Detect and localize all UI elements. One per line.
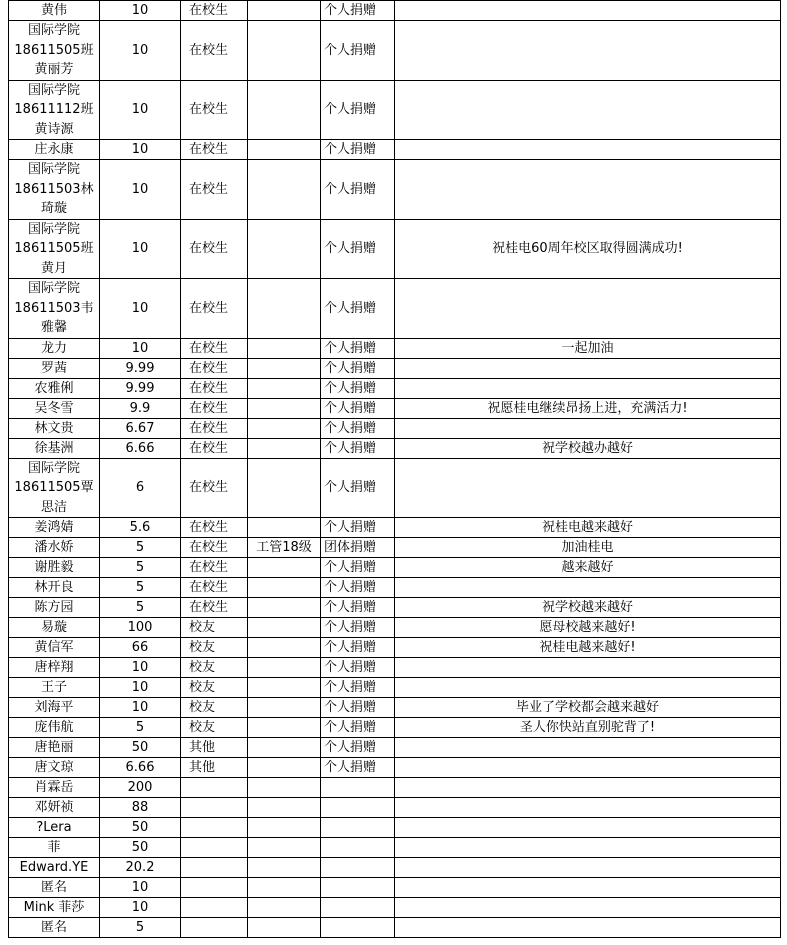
organization-cell: [248, 798, 321, 818]
donation-kind-cell: 团体捐赠: [321, 538, 395, 558]
donor-name-cell: [9, 80, 100, 140]
amount-cell: 88: [100, 798, 181, 818]
message-cell: [395, 418, 781, 438]
donor-name-line: 琦璇: [40, 201, 67, 216]
table-row: [9, 898, 781, 918]
donor-type-cell: 在校生: [181, 538, 248, 558]
donor-name-cell: [9, 538, 100, 558]
donation-kind-cell: 个人捐赠: [321, 758, 395, 778]
message-cell: [395, 878, 781, 898]
message-cell: 愿母校越来越好!: [395, 618, 781, 638]
organization-cell: [248, 438, 321, 458]
donor-name-cell: [9, 658, 100, 678]
donor-type-cell: 在校生: [181, 418, 248, 438]
donation-table: [8, 0, 781, 938]
donor-type-cell: 在校生: [181, 378, 248, 398]
donation-kind-cell: [321, 858, 395, 878]
donor-name-line: 唐文琼: [34, 760, 74, 775]
donor-name-line: 罗茜: [40, 360, 67, 376]
amount-cell: 5.6: [100, 518, 181, 538]
message-cell: [395, 140, 781, 160]
table-row: [9, 378, 781, 398]
amount-cell: 10: [100, 219, 181, 279]
donor-type-cell: 在校生: [181, 458, 248, 518]
donor-type-cell: 在校生: [181, 160, 248, 220]
organization-cell: [248, 638, 321, 658]
table-row: [9, 279, 781, 339]
donation-kind-cell: 个人捐赠: [321, 618, 395, 638]
table-row: [9, 21, 781, 81]
table-row: [9, 578, 781, 598]
donor-name-line: 国际学院: [27, 82, 80, 98]
message-cell: 越来越好: [395, 558, 781, 578]
amount-cell: 10: [100, 658, 181, 678]
amount-cell: 100: [100, 618, 181, 638]
message-cell: [395, 918, 781, 938]
table-row: [9, 438, 781, 458]
donor-name-cell: [9, 638, 100, 658]
donor-name-cell: [9, 758, 100, 778]
table-row: [9, 718, 781, 738]
donor-type-cell: 校友: [181, 658, 248, 678]
donation-kind-cell: 个人捐赠: [321, 598, 395, 618]
donor-name-line: 国际学院: [27, 162, 80, 177]
donation-kind-cell: 个人捐赠: [321, 658, 395, 678]
organization-cell: [248, 658, 321, 678]
donor-name-line: Mink 菲莎: [23, 900, 85, 915]
donor-type-cell: 在校生: [181, 558, 248, 578]
donor-name-line: 国际学院: [27, 23, 80, 38]
organization-cell: [248, 518, 321, 538]
table-row: [9, 518, 781, 538]
donor-name-cell: [9, 418, 100, 438]
table-row: [9, 918, 781, 938]
donor-name-line: 国际学院: [27, 460, 80, 476]
donor-name-line: 肖霖岳: [34, 780, 74, 795]
donor-name-cell: [9, 858, 100, 878]
message-cell: [395, 578, 781, 598]
amount-cell: 10: [100, 338, 181, 358]
donor-name-line: 易璇: [40, 620, 67, 635]
donor-name-cell: [9, 718, 100, 738]
donation-kind-cell: 个人捐赠: [321, 398, 395, 418]
donor-name-line: Edward.YE: [19, 860, 89, 875]
organization-cell: [248, 838, 321, 858]
donor-name-cell: [9, 140, 100, 160]
message-cell: [395, 658, 781, 678]
donation-kind-cell: 个人捐赠: [321, 160, 395, 220]
donor-name-line: 菲: [47, 840, 61, 855]
organization-cell: [248, 21, 321, 81]
organization-cell: [248, 398, 321, 418]
donor-name-cell: [9, 878, 100, 898]
table-row: [9, 878, 781, 898]
amount-cell: 9.9: [100, 398, 181, 418]
amount-cell: 20.2: [100, 858, 181, 878]
donor-type-cell: 其他: [181, 758, 248, 778]
donor-name-cell: [9, 778, 100, 798]
donor-name-line: 唐梓翔: [34, 660, 74, 675]
donor-name-cell: [9, 678, 100, 698]
organization-cell: [248, 718, 321, 738]
message-cell: [395, 160, 781, 220]
organization-cell: [248, 578, 321, 598]
table-row: [9, 358, 781, 378]
donation-kind-cell: [321, 838, 395, 858]
table-row: [9, 398, 781, 418]
donor-name-cell: [9, 21, 100, 81]
organization-cell: [248, 858, 321, 878]
message-cell: 祝桂电越来越好: [395, 518, 781, 538]
table-row: [9, 658, 781, 678]
donor-name-cell: [9, 618, 100, 638]
table-row: [9, 778, 781, 798]
donor-name-line: 林文贵: [34, 420, 74, 436]
amount-cell: 10: [100, 898, 181, 918]
message-cell: [395, 798, 781, 818]
donor-name-line: 唐艳丽: [34, 740, 74, 755]
donor-name-line: 18611505班: [14, 241, 94, 256]
message-cell: [395, 838, 781, 858]
donor-name-line: 18611503林: [14, 181, 94, 197]
organization-cell: [248, 160, 321, 220]
donor-name-cell: [9, 1, 100, 21]
table-row: [9, 160, 781, 220]
amount-cell: 6.66: [100, 438, 181, 458]
donation-kind-cell: 个人捐赠: [321, 219, 395, 279]
amount-cell: 10: [100, 678, 181, 698]
table-row: [9, 758, 781, 778]
donor-type-cell: 在校生: [181, 1, 248, 21]
donor-name-cell: [9, 438, 100, 458]
donor-type-cell: 在校生: [181, 578, 248, 598]
donor-name-line: 匿名: [40, 880, 67, 895]
donor-type-cell: 在校生: [181, 518, 248, 538]
donor-name-cell: [9, 219, 100, 279]
amount-cell: 6: [100, 458, 181, 518]
amount-cell: 6.66: [100, 758, 181, 778]
amount-cell: 10: [100, 140, 181, 160]
donation-kind-cell: [321, 918, 395, 938]
table-row: [9, 858, 781, 878]
message-cell: 祝学校越办越好: [395, 438, 781, 458]
amount-cell: 5: [100, 538, 181, 558]
amount-cell: 5: [100, 718, 181, 738]
donor-name-line: 18611505覃: [14, 480, 94, 495]
amount-cell: 50: [100, 838, 181, 858]
donor-name-line: 庞伟航: [34, 720, 74, 735]
donation-table-body: [9, 1, 781, 938]
donor-type-cell: [181, 878, 248, 898]
donor-name-line: 国际学院: [27, 281, 80, 296]
donor-name-line: 黄丽芳: [34, 62, 74, 77]
organization-cell: [248, 618, 321, 638]
message-cell: 祝愿桂电继续昂扬上进，充满活力!: [395, 398, 781, 418]
amount-cell: 10: [100, 80, 181, 140]
message-cell: 一起加油: [395, 338, 781, 358]
organization-cell: [248, 458, 321, 518]
amount-cell: 6.67: [100, 418, 181, 438]
donor-name-line: 匿名: [40, 920, 67, 935]
donor-name-line: 庄永康: [34, 142, 74, 157]
organization-cell: 工管18级: [248, 538, 321, 558]
message-cell: [395, 458, 781, 518]
donation-kind-cell: [321, 878, 395, 898]
donation-kind-cell: 个人捐赠: [321, 638, 395, 658]
table-row: [9, 558, 781, 578]
table-row: [9, 219, 781, 279]
donation-kind-cell: 个人捐赠: [321, 718, 395, 738]
donor-name-cell: [9, 898, 100, 918]
donor-name-cell: [9, 798, 100, 818]
donor-type-cell: [181, 858, 248, 878]
amount-cell: 10: [100, 279, 181, 339]
message-cell: [395, 738, 781, 758]
amount-cell: 66: [100, 638, 181, 658]
donor-type-cell: [181, 898, 248, 918]
donation-kind-cell: 个人捐赠: [321, 438, 395, 458]
donor-name-cell: [9, 578, 100, 598]
donation-kind-cell: 个人捐赠: [321, 338, 395, 358]
donor-name-line: 国际学院: [27, 221, 80, 237]
amount-cell: 5: [100, 558, 181, 578]
organization-cell: [248, 818, 321, 838]
donor-name-line: 黄信军: [34, 640, 74, 655]
message-cell: [395, 358, 781, 378]
donation-kind-cell: 个人捐赠: [321, 80, 395, 140]
donation-kind-cell: [321, 818, 395, 838]
donor-type-cell: 在校生: [181, 80, 248, 140]
donor-name-cell: [9, 358, 100, 378]
amount-cell: 5: [100, 598, 181, 618]
donation-kind-cell: 个人捐赠: [321, 1, 395, 21]
donor-name-cell: [9, 598, 100, 618]
organization-cell: [248, 878, 321, 898]
message-cell: [395, 80, 781, 140]
amount-cell: 10: [100, 1, 181, 21]
amount-cell: 50: [100, 738, 181, 758]
donor-name-line: 农雅俐: [34, 380, 74, 396]
organization-cell: [248, 698, 321, 718]
donor-name-cell: [9, 458, 100, 518]
donor-name-cell: [9, 398, 100, 418]
donation-kind-cell: [321, 798, 395, 818]
donor-name-cell: [9, 698, 100, 718]
amount-cell: 200: [100, 778, 181, 798]
donation-kind-cell: [321, 898, 395, 918]
donor-name-line: 林开良: [34, 580, 74, 595]
donor-name-line: 思洁: [40, 499, 67, 515]
organization-cell: [248, 140, 321, 160]
donor-name-line: 谢胜毅: [34, 560, 74, 575]
donor-type-cell: 在校生: [181, 338, 248, 358]
donor-name-line: 龙力: [40, 340, 67, 356]
organization-cell: [248, 1, 321, 21]
amount-cell: 10: [100, 21, 181, 81]
donation-kind-cell: 个人捐赠: [321, 21, 395, 81]
donation-kind-cell: [321, 778, 395, 798]
organization-cell: [248, 778, 321, 798]
table-row: [9, 838, 781, 858]
organization-cell: [248, 219, 321, 279]
donor-name-line: 黄月: [40, 260, 67, 276]
message-cell: [395, 279, 781, 339]
message-cell: [395, 21, 781, 81]
donor-name-cell: [9, 818, 100, 838]
table-row: [9, 1, 781, 21]
donor-name-line: 18611503韦: [14, 300, 94, 316]
donor-type-cell: [181, 798, 248, 818]
donor-name-cell: [9, 160, 100, 220]
message-cell: [395, 678, 781, 698]
table-row: [9, 638, 781, 658]
donor-name-line: 吴冬雪: [34, 400, 74, 416]
donor-name-line: 刘海平: [34, 700, 74, 715]
message-cell: [395, 1, 781, 21]
organization-cell: [248, 558, 321, 578]
table-row: [9, 798, 781, 818]
message-cell: [395, 378, 781, 398]
donation-kind-cell: 个人捐赠: [321, 279, 395, 339]
donor-name-cell: [9, 558, 100, 578]
organization-cell: [248, 738, 321, 758]
donor-name-cell: [9, 738, 100, 758]
donor-name-line: 18611505班: [14, 42, 94, 58]
table-row: [9, 618, 781, 638]
donor-name-line: 王子: [40, 680, 67, 695]
donation-kind-cell: 个人捐赠: [321, 378, 395, 398]
message-cell: [395, 778, 781, 798]
donor-name-line: 潘水娇: [34, 540, 74, 555]
donor-name-line: 黄诗源: [34, 121, 74, 137]
table-row: [9, 698, 781, 718]
table-row: [9, 738, 781, 758]
amount-cell: 5: [100, 918, 181, 938]
donor-name-cell: [9, 838, 100, 858]
donation-kind-cell: 个人捐赠: [321, 698, 395, 718]
organization-cell: [248, 418, 321, 438]
donation-kind-cell: 个人捐赠: [321, 558, 395, 578]
table-row: [9, 678, 781, 698]
donor-type-cell: [181, 818, 248, 838]
donation-kind-cell: 个人捐赠: [321, 458, 395, 518]
message-cell: 圣人你快站直别驼背了!: [395, 718, 781, 738]
message-cell: 毕业了学校都会越来越好: [395, 698, 781, 718]
donor-type-cell: 其他: [181, 738, 248, 758]
table-row: [9, 818, 781, 838]
donor-name-line: 陈方园: [34, 600, 74, 615]
table-row: [9, 538, 781, 558]
donor-type-cell: [181, 918, 248, 938]
donor-type-cell: 校友: [181, 698, 248, 718]
donor-name-cell: [9, 518, 100, 538]
organization-cell: [248, 358, 321, 378]
amount-cell: 9.99: [100, 378, 181, 398]
table-row: [9, 80, 781, 140]
donation-kind-cell: 个人捐赠: [321, 418, 395, 438]
table-row: [9, 458, 781, 518]
donor-name-line: 徐基洲: [34, 440, 74, 456]
message-cell: [395, 858, 781, 878]
table-row: [9, 598, 781, 618]
table-row: [9, 338, 781, 358]
donor-name-cell: [9, 338, 100, 358]
donation-kind-cell: 个人捐赠: [321, 578, 395, 598]
organization-cell: [248, 758, 321, 778]
amount-cell: 10: [100, 878, 181, 898]
donor-name-line: 黄伟: [40, 3, 67, 18]
donor-type-cell: 在校生: [181, 398, 248, 418]
amount-cell: 50: [100, 818, 181, 838]
organization-cell: [248, 918, 321, 938]
donor-type-cell: 在校生: [181, 358, 248, 378]
donor-type-cell: 在校生: [181, 219, 248, 279]
donor-type-cell: 在校生: [181, 21, 248, 81]
donor-name-cell: [9, 378, 100, 398]
donation-kind-cell: 个人捐赠: [321, 358, 395, 378]
donation-kind-cell: 个人捐赠: [321, 518, 395, 538]
donor-type-cell: 校友: [181, 718, 248, 738]
organization-cell: [248, 898, 321, 918]
donor-type-cell: 在校生: [181, 279, 248, 339]
donor-name-line: 雅馨: [40, 320, 67, 335]
table-row: [9, 418, 781, 438]
donor-name-line: 姜鸿婧: [34, 520, 74, 535]
organization-cell: [248, 378, 321, 398]
message-cell: 祝桂电越来越好!: [395, 638, 781, 658]
message-cell: 加油桂电: [395, 538, 781, 558]
donor-name-line: 18611112班: [14, 102, 94, 117]
amount-cell: 10: [100, 160, 181, 220]
donor-type-cell: 在校生: [181, 438, 248, 458]
donor-name-line: 邓妍祯: [34, 800, 74, 815]
message-cell: [395, 898, 781, 918]
organization-cell: [248, 338, 321, 358]
donor-name-line: ?Lera: [36, 820, 72, 835]
donor-type-cell: [181, 778, 248, 798]
amount-cell: 5: [100, 578, 181, 598]
organization-cell: [248, 80, 321, 140]
message-cell: [395, 818, 781, 838]
donor-type-cell: 校友: [181, 678, 248, 698]
donation-kind-cell: 个人捐赠: [321, 678, 395, 698]
organization-cell: [248, 598, 321, 618]
donation-kind-cell: 个人捐赠: [321, 140, 395, 160]
amount-cell: 10: [100, 698, 181, 718]
message-cell: [395, 758, 781, 778]
donor-name-cell: [9, 918, 100, 938]
donor-type-cell: 在校生: [181, 140, 248, 160]
donation-kind-cell: 个人捐赠: [321, 738, 395, 758]
message-cell: 祝学校越来越好: [395, 598, 781, 618]
message-cell: 祝桂电60周年校区取得圆满成功!: [395, 219, 781, 279]
donor-type-cell: 校友: [181, 638, 248, 658]
table-row: [9, 140, 781, 160]
donor-type-cell: 校友: [181, 618, 248, 638]
organization-cell: [248, 678, 321, 698]
organization-cell: [248, 279, 321, 339]
donor-name-cell: [9, 279, 100, 339]
amount-cell: 9.99: [100, 358, 181, 378]
donor-type-cell: 在校生: [181, 598, 248, 618]
donor-type-cell: [181, 838, 248, 858]
